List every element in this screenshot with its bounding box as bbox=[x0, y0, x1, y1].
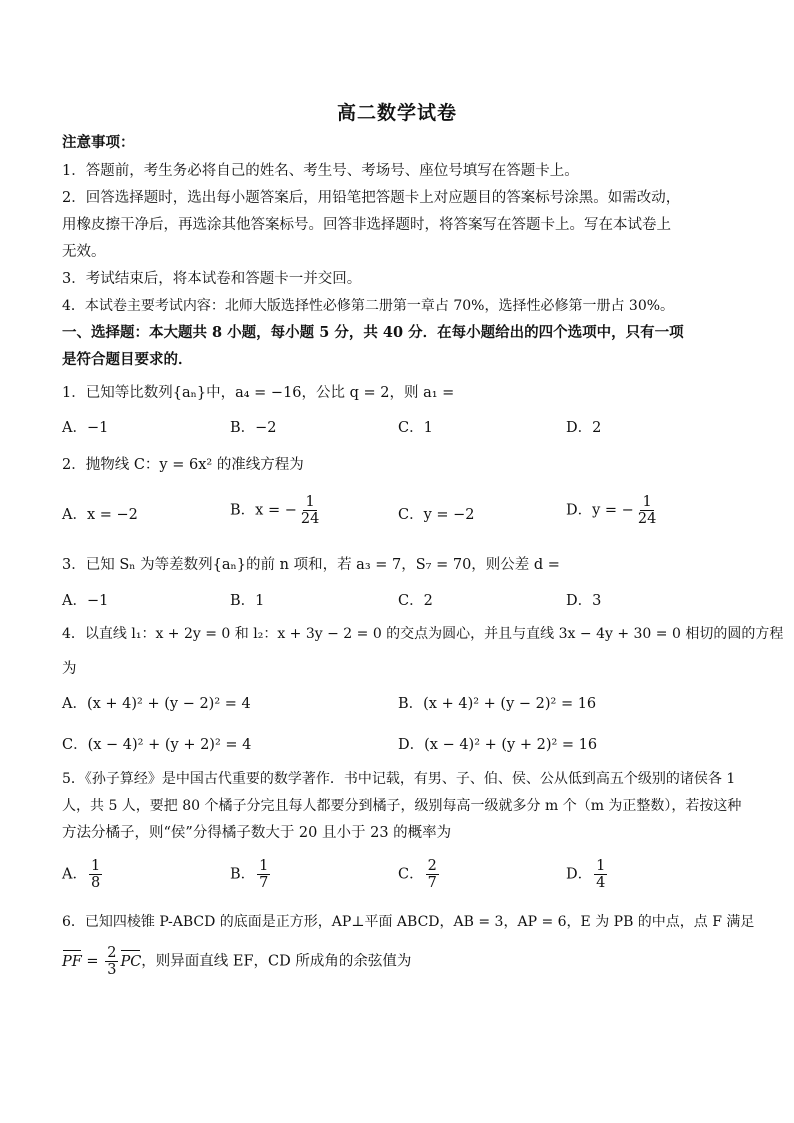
question-5-stem-line-2: 人，共 5 人，要把 80 个橘子分完且每人都要分到橘子，级别每高一级就多分 m 个（m 为正整数），若按这种 bbox=[62, 798, 742, 814]
option-d-prefix: D．y = − bbox=[566, 502, 634, 519]
question-6-stem-line-1: 6．已知四棱锥 P-ABCD 的底面是正方形，AP⊥平面 ABCD，AB = 3，AP = 6，E 为 PB 的中点，点 F 满足 bbox=[62, 914, 755, 930]
fraction-denominator: 8 bbox=[90, 875, 101, 891]
question-4-option-d: D．(x − 4)² + (y + 2)² = 16 bbox=[398, 737, 598, 753]
option-b-prefix: B．x = − bbox=[230, 502, 297, 519]
equals-sign: = bbox=[81, 953, 104, 970]
fraction-numerator: 1 bbox=[642, 494, 652, 510]
question-3-option-c: C．2 bbox=[398, 593, 433, 609]
option-d-fraction bbox=[594, 858, 607, 891]
fraction-numerator: 1 bbox=[259, 858, 269, 874]
question-4-option-a: A．(x + 4)² + (y − 2)² = 4 bbox=[62, 696, 251, 712]
note-2-line-3: 无效。 bbox=[62, 244, 106, 260]
note-3: 3．考试结束后，将本试卷和答题卡一并交回。 bbox=[62, 271, 362, 287]
fraction-numerator: 1 bbox=[596, 858, 606, 874]
section-1-heading-line-2: 是符合题目要求的． bbox=[62, 351, 193, 368]
question-1-option-c: C．1 bbox=[398, 420, 433, 436]
question-3-option-a: A．−1 bbox=[62, 593, 109, 609]
question-6-stem-tail: ，则异面直线 EF，CD 所成角的余弦值为 bbox=[141, 953, 412, 970]
question-4-option-c: C．(x − 4)² + (y + 2)² = 4 bbox=[62, 737, 252, 753]
question-2-option-a: A．x = −2 bbox=[62, 507, 138, 523]
option-b-fraction bbox=[257, 858, 270, 891]
question-2-option-d bbox=[566, 494, 660, 527]
question-6-stem-line-2 bbox=[62, 945, 752, 978]
vector-pc: PC bbox=[120, 953, 142, 970]
note-4: 4．本试卷主要考试内容：北师大版选择性必修第二册第一章占 70%，选择性必修第一册占 30%。 bbox=[62, 298, 675, 314]
option-b-fraction bbox=[299, 494, 321, 527]
question-3-option-d: D．3 bbox=[566, 593, 602, 609]
question-5-option-d bbox=[566, 858, 609, 891]
question-1-option-a: A．−1 bbox=[62, 420, 109, 436]
question-4-option-b: B．(x + 4)² + (y − 2)² = 16 bbox=[398, 696, 597, 712]
question-4-stem-line-2: 为 bbox=[62, 661, 77, 677]
question-2-option-c: C．y = −2 bbox=[398, 507, 475, 523]
section-1-heading-line-1: 一、选择题：本大题共 8 小题，每小题 5 分，共 40 分．在每小题给出的四个选项中，只有一项 bbox=[62, 324, 684, 341]
fraction-denominator: 3 bbox=[107, 962, 117, 978]
note-1: 1．答题前，考生务必将自己的姓名、考生号、考场号、座位号填写在答题卡上。 bbox=[62, 163, 579, 179]
fraction-numerator: 1 bbox=[305, 494, 315, 510]
option-d-prefix: D． bbox=[566, 866, 593, 883]
question-1-stem: 1．已知等比数列{aₙ}中，a₄ = −16，公比 q = 2，则 a₁ = bbox=[62, 385, 455, 401]
question-1-option-b: B．−2 bbox=[230, 420, 277, 436]
fraction-denominator: 4 bbox=[596, 875, 606, 891]
option-c-fraction bbox=[426, 858, 439, 891]
question-5-option-a bbox=[62, 858, 104, 891]
fraction-denominator: 24 bbox=[637, 511, 657, 527]
fraction-denominator: 24 bbox=[300, 511, 320, 527]
option-d-fraction bbox=[636, 494, 658, 527]
note-2-line-1: 2．回答选择题时，选出每小题答案后，用铅笔把答题卡上对应题目的答案标号涂黑。如需改动， bbox=[62, 190, 681, 206]
question-4-stem-line-1: 4．以直线 l₁：x + 2y = 0 和 l₂：x + 3y − 2 = 0 的交点为圆心，并且与直线 3x − 4y + 30 = 0 相切的圆的方程 bbox=[62, 626, 784, 642]
question-1-option-d: D．2 bbox=[566, 420, 602, 436]
fraction-numerator: 2 bbox=[107, 945, 117, 961]
question-3-option-b: B．1 bbox=[230, 593, 265, 609]
question-5-option-c bbox=[398, 858, 441, 891]
fraction-numerator: 2 bbox=[427, 858, 437, 874]
fraction-denominator: 7 bbox=[259, 875, 269, 891]
option-b-prefix: B． bbox=[230, 866, 256, 883]
question-3-stem: 3．已知 Sₙ 为等差数列{aₙ}的前 n 项和，若 a₃ = 7，S₇ = 70，则公差 d = bbox=[62, 557, 560, 573]
notes-heading: 注意事项： bbox=[62, 134, 135, 151]
fraction-denominator: 7 bbox=[427, 875, 437, 891]
question-5-option-b bbox=[230, 858, 272, 891]
fraction-numerator: 1 bbox=[90, 858, 101, 874]
note-2-line-2: 用橡皮擦干净后，再选涂其他答案标号。回答非选择题时，将答案写在答题卡上。写在本试卷上 bbox=[62, 217, 671, 233]
option-c-prefix: C． bbox=[398, 866, 424, 883]
q6-fraction bbox=[105, 945, 118, 978]
question-2-stem: 2．抛物线 C：y = 6x² 的准线方程为 bbox=[62, 457, 304, 473]
option-a-prefix: A． bbox=[62, 866, 87, 883]
page-title: 高二数学试卷 bbox=[336, 102, 457, 124]
question-5-stem-line-3: 方法分橘子，则“侯”分得橘子数大于 20 且小于 23 的概率为 bbox=[62, 825, 452, 841]
question-2-option-b bbox=[230, 494, 323, 527]
option-a-fraction bbox=[89, 858, 102, 891]
question-5-stem-line-1: 5．《孙子算经》是中国古代重要的数学著作．书中记载，有男、子、伯、侯、公从低到高五个级别的诸侯各 1 bbox=[62, 771, 736, 787]
vector-pf: PF bbox=[62, 953, 82, 970]
